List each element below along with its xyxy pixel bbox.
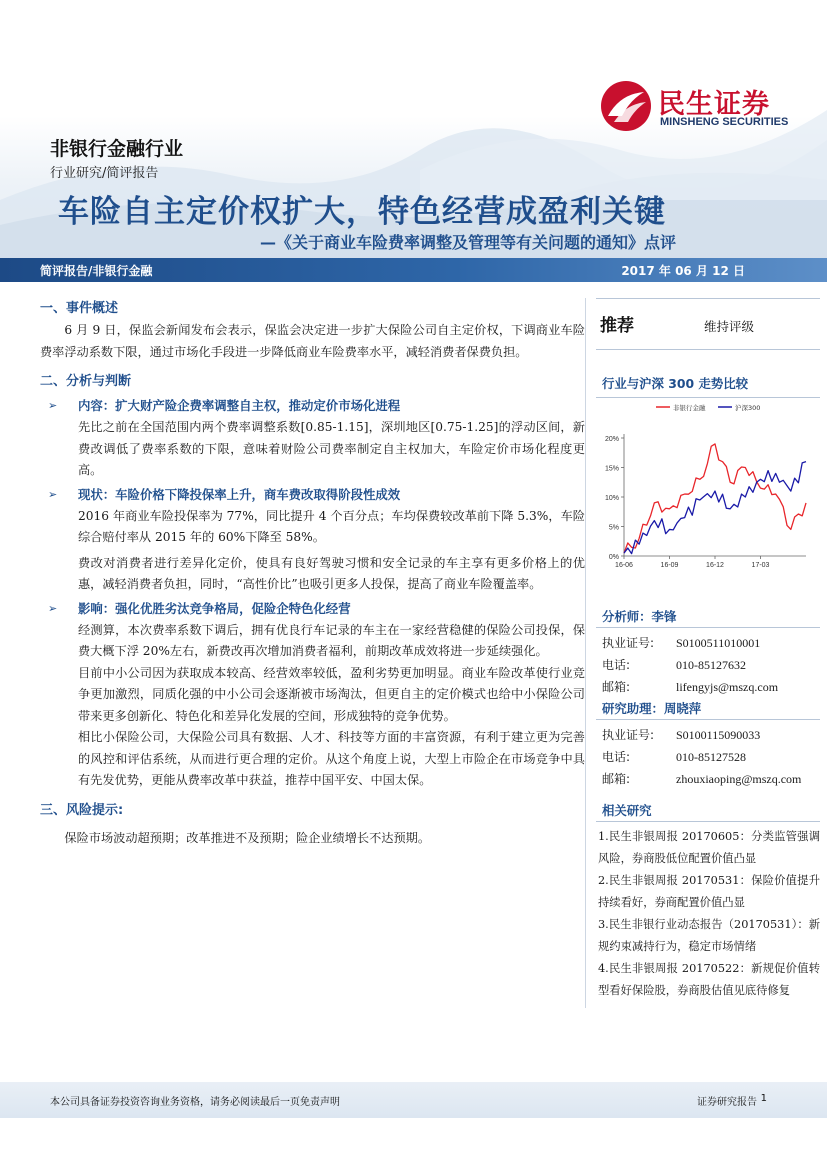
x-tick-label: 16-09 — [660, 562, 679, 569]
status-paragraph-2: 费改对消费者进行差异化定价，使具有良好驾驶习惯和安全记录的车主享有更多价格上的优惠，减轻消费者负担，同时，“高性价比”也吸引更多人投保，提高了商业车险覆盖率。 — [78, 555, 585, 591]
sidebar — [596, 298, 820, 1002]
brand-name-cn: 民生证券 — [658, 89, 770, 120]
related-item[interactable]: 4.民生非银周报 20170522：新规促价值转型看好保险股，券商股估值见底待修复 — [598, 962, 820, 997]
industry-name: 非银行金融行业 — [50, 138, 184, 160]
y-tick-label: 20% — [604, 436, 619, 443]
assistant-phone-value: 010-85127528 — [676, 750, 746, 764]
section-heading-overview: 一、事件概述 — [40, 301, 119, 316]
x-tick-label: 16-06 — [615, 562, 633, 569]
page-footer — [0, 1082, 827, 1118]
arrow-bullet-icon: ➢ — [48, 399, 58, 412]
band-category: 简评报告/非银行金融 — [40, 264, 153, 278]
analyst-email-value[interactable]: lifengyjs@mszq.com — [676, 680, 779, 694]
status-paragraph-1: 2016 年商业车险投保率为 77%，同比提升 4 个百分点；车均保费较改革前下降 5.3%，车险综合赔付率从 2015 年的 60%下降至 58%。 — [78, 508, 585, 544]
risk-paragraph: 保险市场波动超预期；改革推进不及预期；险企业绩增长不达预期。 — [64, 830, 431, 845]
trend-chart-svg — [596, 398, 820, 578]
chart-heading: 行业与沪深 300 走势比较 — [596, 372, 820, 398]
assistant-license-row — [596, 724, 820, 746]
legend-label: 非银行金融 — [673, 404, 706, 412]
bullet-impact-title: 影响：强化优胜劣汰竞争格局，促险企特色化经营 — [78, 600, 351, 616]
footer-doc-type: 证券研究报告 — [697, 1097, 757, 1108]
related-item[interactable]: 3.民生非银行业动态报告（20170531）：新规约束减持行为，稳定市场情绪 — [598, 918, 820, 953]
assistant-license-value: S0100115090033 — [676, 728, 761, 742]
footer-disclaimer[interactable]: 本公司具备证券投资咨询业务资格，请务必阅读最后一页免责声明 — [50, 1097, 340, 1108]
trend-chart — [596, 398, 820, 578]
bullet-impact — [40, 598, 585, 620]
related-item[interactable]: 2.民生非银周报 20170531：保险价值提升持续看好，券商配置价值凸显 — [598, 874, 820, 909]
impact-paragraph-1: 经测算，本次费率系数下调后，拥有优良行车记录的车主在一家经营稳健的保险公司投保，保费大概下浮 20%左右，新费改再次增加消费者福利，前期改革成效将进一步延续强化。 — [78, 622, 585, 658]
analyst-license-label: 执业证号: — [602, 636, 655, 650]
related-item[interactable]: 1.民生非银周报 20170605：分类监管强调风险，券商股低位配置价值凸显 — [598, 830, 820, 865]
analyst-license-row — [596, 632, 820, 654]
bullet-status — [40, 484, 585, 506]
assistant-phone-row — [596, 746, 820, 768]
bullet-content-title: 内容：扩大财产险企费率调整自主权，推动定价市场化进程 — [78, 398, 401, 413]
assistant-email-row — [596, 768, 820, 790]
analyst-phone-label: 电话: — [602, 658, 631, 672]
arrow-bullet-icon: ➢ — [48, 487, 58, 501]
y-tick-label: 0% — [608, 554, 619, 561]
impact-paragraph-3: 相比小保险公司，大保险公司具有数据、人才、科技等方面的丰富资源，有利于建立更为完善的风控和评估系统，从而进行更合理的定价。从这个角度上说，大型上市险企在市场竞争中具有先发优势，更能从费率改革中获益，推荐中国平安、中国太保。 — [78, 730, 585, 787]
category-date-band — [0, 258, 827, 282]
analyst-email-row — [596, 676, 820, 698]
series-line-industry — [624, 444, 806, 553]
bullet-status-title: 现状：车险价格下降投保率上升，商车费改取得阶段性成效 — [78, 486, 401, 502]
brand-name-en: MINSHENG SECURITIES — [660, 116, 789, 128]
column-divider — [585, 298, 586, 1008]
report-title: 车险自主定价权扩大，特色经营成盈利关键 — [58, 194, 666, 230]
rating-box — [596, 298, 820, 350]
content-paragraph: 先比之前在全国范围内两个费率调整系数[0.85-1.15]，深圳地区[0.75-1.25]的浮动区间，新费改调低了费率系数的下限，意味着财险公司费率制定自主权加大，车险定价市场化程度更高。 — [78, 420, 585, 477]
report-type: 行业研究/简评报告 — [50, 166, 159, 181]
bullet-content — [40, 395, 585, 417]
assistant-heading: 研究助理：周晓萍 — [596, 698, 820, 720]
assistant-phone-label: 电话: — [602, 750, 631, 764]
main-column — [40, 298, 585, 849]
series-line-hs300 — [624, 462, 806, 554]
y-tick-label: 15% — [604, 465, 619, 473]
analyst-heading: 分析师：李锋 — [596, 606, 820, 628]
report-date: 2017 年 06 月 12 日 — [621, 264, 745, 278]
assistant-email-label: 邮箱: — [602, 772, 631, 786]
assistant-contact — [596, 720, 820, 790]
minsheng-logo-icon — [600, 80, 652, 132]
section-heading-risk: 三、风险提示: — [40, 802, 124, 818]
assistant-email-value[interactable]: zhouxiaoping@mszq.com — [676, 772, 802, 786]
rating: 推荐 — [600, 316, 634, 336]
analyst-phone-row — [596, 654, 820, 676]
report-subtitle: —《关于商业车险费率调整及管理等有关问题的通知》点评 — [260, 233, 677, 252]
y-tick-label: 5% — [608, 524, 619, 532]
rating-note: 维持评级 — [704, 319, 755, 334]
analyst-contact — [596, 628, 820, 698]
y-tick-label: 10% — [604, 495, 619, 502]
analyst-email-label: 邮箱: — [602, 680, 631, 694]
analyst-phone-value: 010-85127632 — [676, 658, 746, 672]
related-heading: 相关研究 — [596, 800, 820, 822]
report-header — [0, 0, 827, 258]
arrow-bullet-icon: ➢ — [48, 601, 58, 615]
x-tick-label: 17-03 — [751, 562, 770, 569]
overview-paragraph: 6 月 9 日，保监会新闻发布会表示，保监会决定进一步扩大保险公司自主定价权，下调商业车险费率浮动系数下限，通过市场化手段进一步降低商业车险费率水平，减轻消费者保费负担。 — [40, 323, 585, 359]
legend-label: 沪深300 — [735, 404, 761, 412]
brand-logo — [600, 80, 790, 132]
page-number: 1 — [760, 1093, 767, 1104]
section-heading-analysis: 二、分析与判断 — [40, 374, 132, 389]
analyst-license-value: S0100511010001 — [676, 636, 761, 650]
assistant-license-label: 执业证号: — [602, 728, 655, 742]
impact-paragraph-2: 目前中小公司因为获取成本较高、经营效率较低，盈利劣势更加明显。商业车险改革使行业竞争更加激烈，同质化强的中小公司会逐渐被市场淘汰，但更自主的定价模式也给中小保险公司带来更多创新化、特色化和差异化发展的空间，形成独特的竞争优势。 — [78, 665, 585, 723]
x-tick-label: 16-12 — [706, 562, 724, 569]
related-research-list — [596, 822, 820, 1002]
